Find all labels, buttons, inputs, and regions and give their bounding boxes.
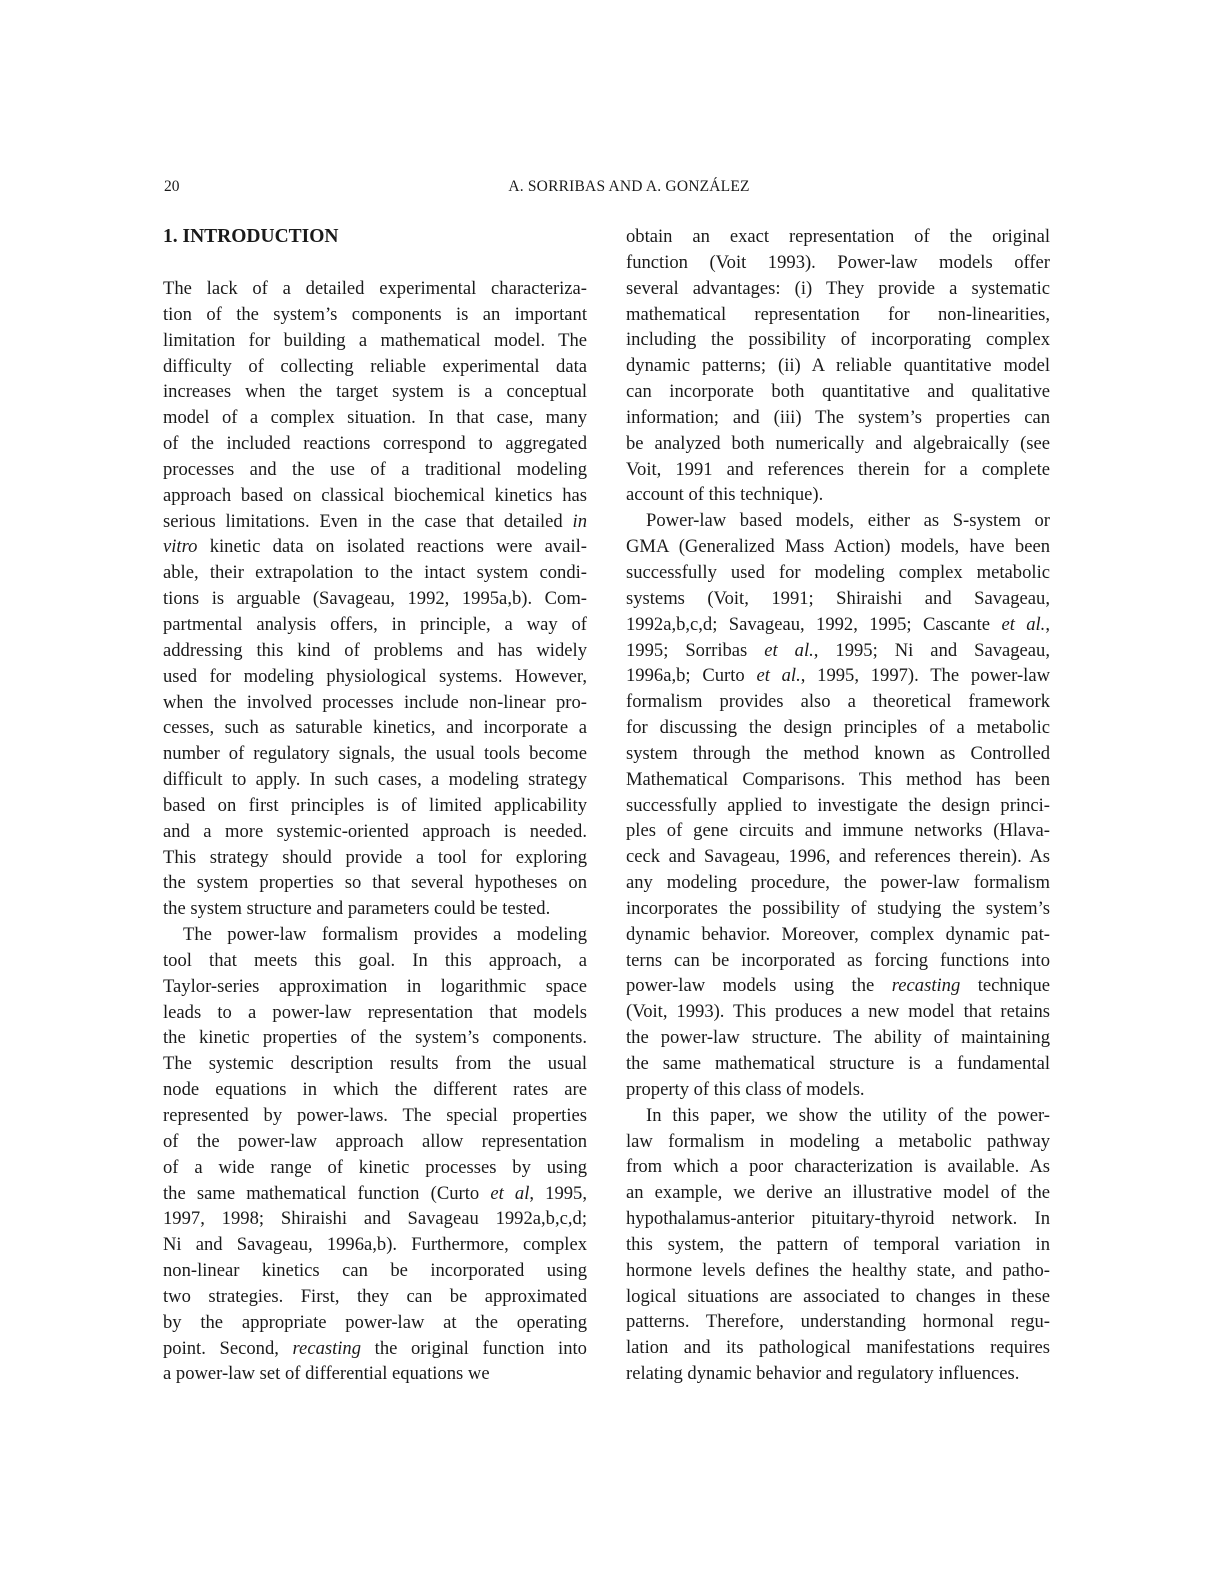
text-line: In this paper, we show the utility of the power-: [646, 1104, 1050, 1126]
paragraph: [626, 508, 1050, 1102]
text-line: the system properties so that several hypotheses on: [163, 872, 587, 894]
paragraph: [626, 224, 1050, 508]
text-line: number of regulatory signals, the usual tools become: [163, 743, 587, 765]
text-line: The lack of a detailed experimental characteriza-: [163, 278, 587, 299]
text-line: can incorporate both quantitative and qualitative: [626, 381, 1050, 403]
paragraph: [163, 276, 587, 922]
text-line: a power-law set of differential equations we: [163, 1363, 490, 1385]
text-line: difficulty of collecting reliable experimental data: [163, 355, 587, 377]
text-line: and a more systemic-oriented approach is needed.: [163, 820, 587, 842]
text-line: Ni and Savageau, 1996a,b). Furthermore, complex: [163, 1234, 587, 1256]
text-line: function (Voit 1993). Power-law models offer: [626, 251, 1050, 273]
text-line: represented by power-laws. The special properties: [163, 1105, 587, 1126]
text-line: ceck and Savageau, 1996, and references therein). As: [626, 846, 1050, 868]
text-line: of the power-law approach allow representation: [163, 1130, 587, 1152]
paragraph: [626, 1103, 1050, 1387]
text-line: point. Second, recasting the original function into: [163, 1337, 587, 1359]
text-line: serious limitations. Even in the case that detailed in: [163, 510, 587, 532]
text-line: increases when the target system is a conceptual: [163, 381, 587, 403]
text-line: used for modeling physiological systems. However,: [163, 665, 587, 687]
text-line: The systemic description results from the usual: [163, 1053, 587, 1075]
text-line: non-linear kinetics can be incorporated using: [163, 1260, 587, 1282]
text-line: from which a poor characterization is available. As: [626, 1156, 1050, 1178]
text-line: difficult to apply. In such cases, a modeling strategy: [163, 769, 587, 791]
text-line: This strategy should provide a tool for exploring: [163, 846, 587, 868]
text-line: information; and (iii) The system’s properties can: [626, 406, 1050, 428]
text-line: successfully applied to investigate the design princi-: [626, 794, 1050, 816]
text-line: systems (Voit, 1991; Shiraishi and Savageau,: [626, 587, 1050, 609]
text-line: dynamic behavior. Moreover, complex dynamic pat-: [626, 923, 1050, 945]
text-line: by the appropriate power-law at the operating: [163, 1311, 587, 1333]
left-column-body: [163, 276, 587, 1387]
text-line: addressing this kind of problems and has widely: [163, 639, 587, 661]
text-line: cesses, such as saturable kinetics, and incorporate a: [163, 717, 587, 739]
text-line: several advantages: (i) They provide a systematic: [626, 277, 1050, 299]
text-line: account of this technique).: [626, 484, 824, 506]
text-line: relating dynamic behavior and regulatory influences.: [626, 1363, 1020, 1385]
text-line: when the involved processes include non-linear pro-: [163, 691, 587, 713]
paragraph: [163, 922, 587, 1387]
text-line: two strategies. First, they can be approximated: [163, 1285, 587, 1307]
right-column-body: [626, 224, 1050, 1387]
text-line: able, their extrapolation to the intact system condi-: [163, 562, 587, 584]
text-line: vitro kinetic data on isolated reactions were avail-: [163, 536, 587, 558]
text-line: node equations in which the different rates are: [163, 1079, 587, 1101]
text-line: an example, we derive an illustrative model of the: [626, 1182, 1050, 1204]
text-line: for discussing the design principles of a metabolic: [626, 717, 1050, 739]
text-line: 1992a,b,c,d; Savageau, 1992, 1995; Cascante et al.,: [626, 613, 1050, 635]
text-line: limitation for building a mathematical model. The: [163, 329, 587, 351]
text-line: property of this class of models.: [626, 1078, 865, 1100]
text-line: the system structure and parameters could be tested.: [163, 898, 551, 920]
text-line: lation and its pathological manifestations requires: [626, 1337, 1050, 1359]
right-column: [626, 224, 1050, 1387]
text-line: of a wide range of kinetic processes by using: [163, 1156, 587, 1178]
text-line: mathematical representation for non-linearities,: [626, 303, 1050, 325]
text-line: power-law models using the recasting technique: [626, 975, 1050, 997]
text-line: the same mathematical function (Curto et al, 1995,: [163, 1182, 587, 1204]
section-heading: 1. INTRODUCTION: [163, 226, 339, 247]
text-line: tions is arguable (Savageau, 1992, 1995a,b). Com-: [163, 588, 587, 610]
text-line: system through the method known as Controlled: [626, 742, 1050, 764]
text-line: be analyzed both numerically and algebraically (see: [626, 432, 1050, 454]
text-line: ples of gene circuits and immune networks (Hlava-: [626, 820, 1050, 842]
text-line: obtain an exact representation of the original: [626, 226, 1050, 247]
text-line: formalism provides also a theoretical framework: [626, 691, 1050, 713]
text-line: incorporates the possibility of studying the system’s: [626, 897, 1050, 919]
text-line: 1997, 1998; Shiraishi and Savageau 1992a,b,c,d;: [163, 1208, 587, 1230]
text-line: hypothalamus-anterior pituitary-thyroid network. In: [626, 1208, 1050, 1230]
text-line: of the included reactions correspond to aggregated: [163, 433, 587, 455]
text-line: 1995; Sorribas et al., 1995; Ni and Savageau,: [626, 639, 1050, 661]
text-line: based on first principles is of limited applicability: [163, 794, 587, 816]
text-line: processes and the use of a traditional modeling: [163, 458, 587, 480]
left-column: [163, 224, 587, 1387]
text-line: Mathematical Comparisons. This method has been: [626, 768, 1050, 790]
text-line: patterns. Therefore, understanding hormonal regu-: [626, 1311, 1050, 1333]
text-line: (Voit, 1993). This produces a new model that retains: [626, 1001, 1050, 1023]
page-number: 20: [164, 178, 180, 195]
text-line: including the possibility of incorporating complex: [626, 329, 1050, 351]
running-title: A. SORRIBAS AND A. GONZÁLEZ: [508, 178, 750, 195]
text-line: terns can be incorporated as forcing functions into: [626, 949, 1050, 971]
text-line: tool that meets this goal. In this approach, a: [163, 949, 587, 971]
text-line: 1996a,b; Curto et al., 1995, 1997). The power-law: [626, 665, 1050, 687]
text-line: Voit, 1991 and references therein for a complete: [626, 458, 1050, 480]
text-line: dynamic patterns; (ii) A reliable quantitative model: [626, 355, 1050, 377]
text-line: model of a complex situation. In that case, many: [163, 407, 587, 429]
running-head: [164, 178, 1064, 202]
text-line: hormone levels defines the healthy state, and patho-: [626, 1259, 1050, 1281]
text-line: tion of the system’s components is an important: [163, 303, 587, 325]
text-line: the same mathematical structure is a fundamental: [626, 1053, 1050, 1074]
text-line: Taylor-series approximation in logarithmic space: [163, 975, 587, 997]
text-line: successfully used for modeling complex metabolic: [626, 561, 1050, 583]
text-line: the power-law structure. The ability of maintaining: [626, 1027, 1050, 1049]
text-line: the kinetic properties of the system’s components.: [163, 1027, 587, 1049]
text-line: any modeling procedure, the power-law formalism: [626, 872, 1050, 894]
text-line: GMA (Generalized Mass Action) models, have been: [626, 536, 1050, 558]
text-line: logical situations are associated to changes in these: [626, 1285, 1050, 1307]
text-line: The power-law formalism provides a modeling: [183, 924, 587, 946]
text-line: this system, the pattern of temporal variation in: [626, 1233, 1050, 1255]
text-line: partmental analysis offers, in principle, a way of: [163, 613, 587, 635]
text-line: approach based on classical biochemical kinetics has: [163, 484, 587, 506]
text-line: leads to a power-law representation that models: [163, 1001, 587, 1023]
text-line: Power-law based models, either as S-system or: [646, 510, 1050, 532]
text-line: law formalism in modeling a metabolic pathway: [626, 1130, 1050, 1152]
